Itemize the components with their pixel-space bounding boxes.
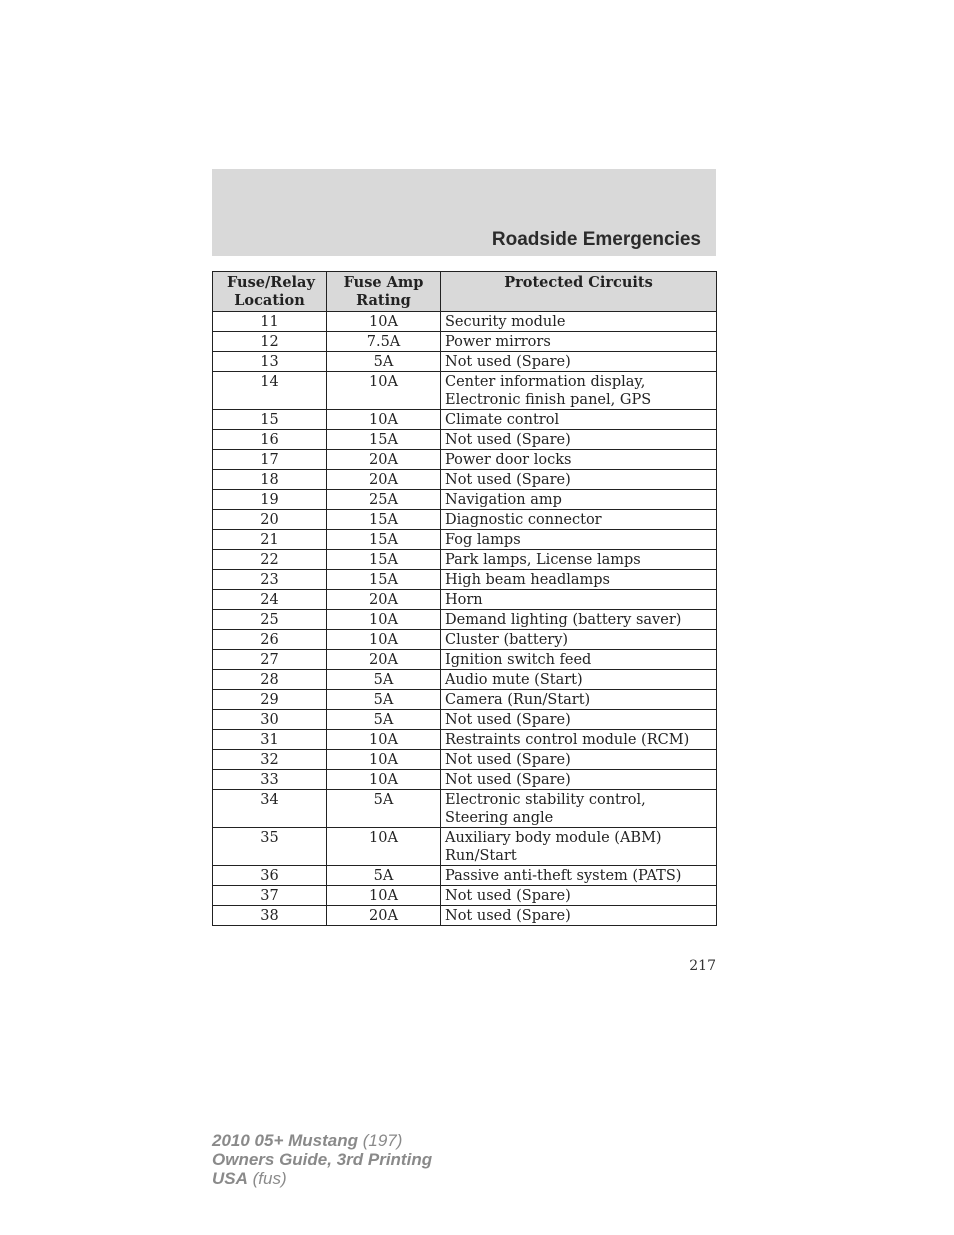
cell-location: 24	[213, 590, 327, 610]
cell-location: 16	[213, 430, 327, 450]
cell-amp-rating: 20A	[327, 906, 441, 926]
cell-amp-rating: 20A	[327, 450, 441, 470]
cell-amp-rating: 5A	[327, 670, 441, 690]
cell-amp-rating: 5A	[327, 710, 441, 730]
table-body	[213, 312, 717, 926]
cell-protected-circuits: Demand lighting (battery saver)	[441, 610, 717, 630]
cell-location: 37	[213, 886, 327, 906]
cell-protected-circuits: Audio mute (Start)	[441, 670, 717, 690]
cell-protected-circuits: Not used (Spare)	[441, 710, 717, 730]
cell-location: 20	[213, 510, 327, 530]
footer-line-2	[212, 1150, 432, 1169]
cell-protected-circuits: Ignition switch feed	[441, 650, 717, 670]
table-row	[213, 630, 717, 650]
cell-amp-rating: 15A	[327, 430, 441, 450]
table-row	[213, 430, 717, 450]
table-row	[213, 650, 717, 670]
cell-location: 29	[213, 690, 327, 710]
cell-protected-circuits: Not used (Spare)	[441, 470, 717, 490]
cell-protected-circuits: Not used (Spare)	[441, 352, 717, 372]
cell-amp-rating: 7.5A	[327, 332, 441, 352]
cell-amp-rating: 10A	[327, 610, 441, 630]
cell-location: 15	[213, 410, 327, 430]
cell-amp-rating: 5A	[327, 866, 441, 886]
cell-amp-rating: 25A	[327, 490, 441, 510]
table-row	[213, 750, 717, 770]
cell-location: 28	[213, 670, 327, 690]
table-row	[213, 372, 717, 410]
cell-amp-rating: 10A	[327, 730, 441, 750]
section-header-band	[212, 169, 716, 256]
cell-location: 35	[213, 828, 327, 866]
cell-protected-circuits: Power door locks	[441, 450, 717, 470]
cell-protected-circuits: Power mirrors	[441, 332, 717, 352]
table-row	[213, 470, 717, 490]
cell-protected-circuits: Horn	[441, 590, 717, 610]
cell-amp-rating: 5A	[327, 790, 441, 828]
column-header-amp-rating: Fuse Amp Rating	[327, 272, 441, 312]
page-number: 217	[689, 958, 716, 974]
cell-location: 13	[213, 352, 327, 372]
cell-location: 34	[213, 790, 327, 828]
table-row	[213, 730, 717, 750]
cell-protected-circuits: Not used (Spare)	[441, 886, 717, 906]
column-header-location: Fuse/Relay Location	[213, 272, 327, 312]
cell-amp-rating: 10A	[327, 372, 441, 410]
cell-protected-circuits: Passive anti-theft system (PATS)	[441, 866, 717, 886]
table-row	[213, 670, 717, 690]
cell-protected-circuits: Park lamps, License lamps	[441, 550, 717, 570]
table-row	[213, 530, 717, 550]
cell-location: 38	[213, 906, 327, 926]
cell-protected-circuits: Not used (Spare)	[441, 430, 717, 450]
table-row	[213, 610, 717, 630]
cell-protected-circuits: Not used (Spare)	[441, 750, 717, 770]
table-header-row	[213, 272, 717, 312]
cell-amp-rating: 10A	[327, 750, 441, 770]
cell-location: 36	[213, 866, 327, 886]
footer-line-1	[212, 1131, 432, 1150]
cell-location: 11	[213, 312, 327, 332]
cell-location: 26	[213, 630, 327, 650]
table-row	[213, 510, 717, 530]
footer-model: 2010 05+ Mustang	[212, 1131, 358, 1150]
cell-location: 30	[213, 710, 327, 730]
cell-amp-rating: 5A	[327, 690, 441, 710]
table-row	[213, 450, 717, 470]
cell-protected-circuits: Navigation amp	[441, 490, 717, 510]
cell-protected-circuits: Restraints control module (RCM)	[441, 730, 717, 750]
cell-amp-rating: 15A	[327, 550, 441, 570]
table-row	[213, 828, 717, 866]
cell-location: 12	[213, 332, 327, 352]
footer-line-3	[212, 1169, 432, 1188]
footer-model-code: (197)	[362, 1131, 403, 1150]
cell-protected-circuits: Not used (Spare)	[441, 770, 717, 790]
table-row	[213, 490, 717, 510]
footer-market: USA	[212, 1169, 248, 1188]
cell-protected-circuits: Electronic stability control, Steering angle	[441, 790, 717, 828]
cell-amp-rating: 10A	[327, 630, 441, 650]
cell-location: 18	[213, 470, 327, 490]
cell-amp-rating: 20A	[327, 590, 441, 610]
cell-amp-rating: 15A	[327, 570, 441, 590]
cell-location: 33	[213, 770, 327, 790]
cell-amp-rating: 20A	[327, 470, 441, 490]
cell-protected-circuits: Fog lamps	[441, 530, 717, 550]
table-row	[213, 352, 717, 372]
cell-protected-circuits: High beam headlamps	[441, 570, 717, 590]
table-row	[213, 770, 717, 790]
cell-location: 25	[213, 610, 327, 630]
cell-amp-rating: 10A	[327, 410, 441, 430]
table-row	[213, 410, 717, 430]
table-row	[213, 866, 717, 886]
cell-protected-circuits: Auxiliary body module (ABM) Run/Start	[441, 828, 717, 866]
table-row	[213, 570, 717, 590]
cell-protected-circuits: Center information display, Electronic finish panel, GPS	[441, 372, 717, 410]
column-header-protected-circuits: Protected Circuits	[441, 272, 717, 312]
cell-protected-circuits: Not used (Spare)	[441, 906, 717, 926]
cell-protected-circuits: Diagnostic connector	[441, 510, 717, 530]
cell-location: 22	[213, 550, 327, 570]
cell-location: 23	[213, 570, 327, 590]
table-row	[213, 906, 717, 926]
cell-location: 32	[213, 750, 327, 770]
table-row	[213, 690, 717, 710]
footer-guide-title: Owners Guide, 3rd Printing	[212, 1150, 433, 1169]
table-row	[213, 550, 717, 570]
cell-amp-rating: 10A	[327, 828, 441, 866]
cell-amp-rating: 20A	[327, 650, 441, 670]
cell-protected-circuits: Cluster (battery)	[441, 630, 717, 650]
table-row	[213, 312, 717, 332]
table-row	[213, 332, 717, 352]
table-row	[213, 590, 717, 610]
cell-amp-rating: 10A	[327, 770, 441, 790]
fuse-table	[212, 271, 717, 926]
cell-location: 14	[213, 372, 327, 410]
table-row	[213, 710, 717, 730]
table-row	[213, 790, 717, 828]
footer-publication-info	[212, 1131, 432, 1188]
cell-amp-rating: 15A	[327, 510, 441, 530]
section-title: Roadside Emergencies	[491, 229, 701, 250]
cell-location: 31	[213, 730, 327, 750]
cell-location: 19	[213, 490, 327, 510]
footer-market-code: (fus)	[252, 1169, 287, 1188]
cell-protected-circuits: Camera (Run/Start)	[441, 690, 717, 710]
cell-amp-rating: 5A	[327, 352, 441, 372]
table-row	[213, 886, 717, 906]
cell-location: 17	[213, 450, 327, 470]
cell-location: 27	[213, 650, 327, 670]
cell-protected-circuits: Climate control	[441, 410, 717, 430]
cell-protected-circuits: Security module	[441, 312, 717, 332]
cell-amp-rating: 10A	[327, 886, 441, 906]
cell-amp-rating: 10A	[327, 312, 441, 332]
cell-amp-rating: 15A	[327, 530, 441, 550]
cell-location: 21	[213, 530, 327, 550]
